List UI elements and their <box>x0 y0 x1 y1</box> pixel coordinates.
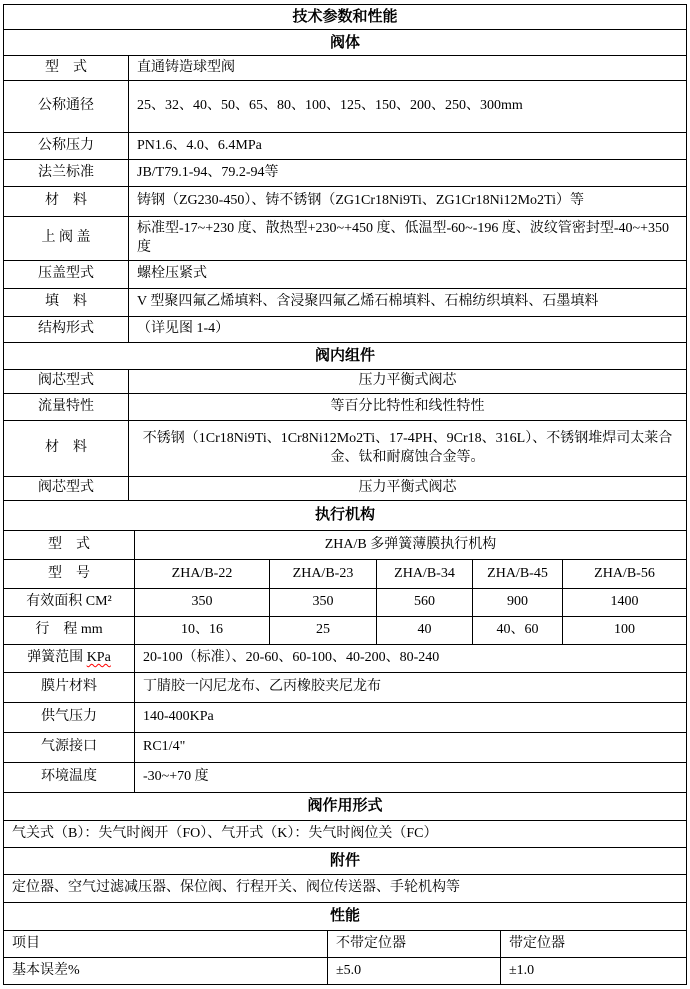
label-actuator-type: 型 式 <box>4 531 135 560</box>
value-type: 直通铸造球型阀 <box>129 56 687 81</box>
action-form-content: 气关式（B）：失气时阀开（FO）、气开式（K）：失气时阀位关（FC） <box>4 821 687 848</box>
valve-body-table <box>3 4 687 343</box>
accessories-table <box>3 847 687 903</box>
section-header-accessories: 附件 <box>4 848 687 875</box>
value-gland-type: 螺栓压紧式 <box>129 261 687 289</box>
performance-basic-error-without: ±5.0 <box>328 958 501 985</box>
label-air-connection: 气源接口 <box>4 733 135 763</box>
section-header-trim: 阀内组件 <box>4 343 687 370</box>
value-model-2: ZHA/B-23 <box>270 560 377 589</box>
label-nominal-pressure: 公称压力 <box>4 133 129 160</box>
value-trim-material: 不锈钢（1Cr18Ni9Ti、1Cr8Ni12Mo2Ti、17-4PH、9Cr18、316L）、不锈钢堆焊司太莱合金、钛和耐腐蚀合金等。 <box>129 421 687 477</box>
trim-table <box>3 342 687 501</box>
accessories-content: 定位器、空气过滤减压器、保位阀、行程开关、阀位传送器、手轮机构等 <box>4 875 687 903</box>
action-form-table <box>3 792 687 848</box>
label-structure-form: 结构形式 <box>4 317 129 343</box>
section-header-valve-body: 阀体 <box>4 30 687 56</box>
performance-basic-error-with: ±1.0 <box>501 958 687 985</box>
label-actuator-model: 型 号 <box>4 560 135 589</box>
value-trim-type-1: 压力平衡式阀芯 <box>129 370 687 394</box>
value-model-1: ZHA/B-22 <box>135 560 270 589</box>
label-nominal-diameter: 公称通径 <box>4 81 129 133</box>
value-ambient-temperature: -30~+70 度 <box>135 763 687 793</box>
value-area-1: 350 <box>135 589 270 617</box>
section-header-action-form: 阀作用形式 <box>4 793 687 821</box>
value-diaphragm-material: 丁腈胶一闪尼龙布、乙丙橡胶夹尼龙布 <box>135 673 687 703</box>
value-stroke-2: 25 <box>270 617 377 645</box>
spring-range-text: 弹簧范围 <box>27 650 87 666</box>
label-diaphragm-material: 膜片材料 <box>4 673 135 703</box>
value-stroke-1: 10、16 <box>135 617 270 645</box>
performance-col-with-positioner: 带定位器 <box>501 931 687 958</box>
page-title: 技术参数和性能 <box>4 5 687 30</box>
label-body-material: 材 料 <box>4 187 129 217</box>
section-header-performance: 性能 <box>4 903 687 931</box>
label-trim-type-1: 阀芯型式 <box>4 370 129 394</box>
value-nominal-pressure: PN1.6、4.0、6.4MPa <box>129 133 687 160</box>
label-supply-pressure: 供气压力 <box>4 703 135 733</box>
performance-col-without-positioner: 不带定位器 <box>328 931 501 958</box>
value-stroke-3: 40 <box>377 617 473 645</box>
value-flow-characteristic: 等百分比特性和线性特性 <box>129 394 687 421</box>
value-model-3: ZHA/B-34 <box>377 560 473 589</box>
label-stroke: 行 程 mm <box>4 617 135 645</box>
label-type: 型 式 <box>4 56 129 81</box>
value-area-5: 1400 <box>563 589 687 617</box>
value-body-material: 铸钢（ZG230-450）、铸不锈钢（ZG1Cr18Ni9Ti、ZG1Cr18Ni12Mo2Ti）等 <box>129 187 687 217</box>
label-effective-area: 有效面积 CM² <box>4 589 135 617</box>
label-packing: 填 料 <box>4 289 129 317</box>
actuator-table <box>3 500 687 793</box>
value-actuator-type: ZHA/B 多弹簧薄膜执行机构 <box>135 531 687 560</box>
section-header-actuator: 执行机构 <box>4 501 687 531</box>
value-air-connection: RC1/4" <box>135 733 687 763</box>
value-stroke-4: 40、60 <box>473 617 563 645</box>
label-flow-characteristic: 流量特性 <box>4 394 129 421</box>
value-area-4: 900 <box>473 589 563 617</box>
value-model-4: ZHA/B-45 <box>473 560 563 589</box>
label-trim-material: 材 料 <box>4 421 129 477</box>
performance-row-basic-error: 基本误差% <box>4 958 328 985</box>
label-ambient-temperature: 环境温度 <box>4 763 135 793</box>
performance-table <box>3 902 687 985</box>
label-spring-range <box>4 645 135 673</box>
value-area-3: 560 <box>377 589 473 617</box>
value-trim-type-2: 压力平衡式阀芯 <box>129 477 687 501</box>
value-packing: V 型聚四氟乙烯填料、含浸聚四氟乙烯石棉填料、石棉纺织填料、石墨填料 <box>129 289 687 317</box>
value-stroke-5: 100 <box>563 617 687 645</box>
label-trim-type-2: 阀芯型式 <box>4 477 129 501</box>
value-bonnet: 标准型-17~+230 度、散热型+230~+450 度、低温型-60~-196 度、波纹管密封型-40~+350 度 <box>129 217 687 261</box>
value-area-2: 350 <box>270 589 377 617</box>
label-bonnet: 上 阀 盖 <box>4 217 129 261</box>
value-spring-range: 20-100（标准）、20-60、60-100、40-200、80-240 <box>135 645 687 673</box>
value-flange-standard: JB/T79.1-94、79.2-94等 <box>129 160 687 187</box>
value-nominal-diameter: 25、32、40、50、65、80、100、125、150、200、250、300mm <box>129 81 687 133</box>
label-gland-type: 压盖型式 <box>4 261 129 289</box>
label-flange-standard: 法兰标准 <box>4 160 129 187</box>
performance-col-item: 项目 <box>4 931 328 958</box>
spring-range-unit: KPa <box>86 650 111 666</box>
value-model-5: ZHA/B-56 <box>563 560 687 589</box>
value-supply-pressure: 140-400KPa <box>135 703 687 733</box>
value-structure-form: （详见图 1-4） <box>129 317 687 343</box>
